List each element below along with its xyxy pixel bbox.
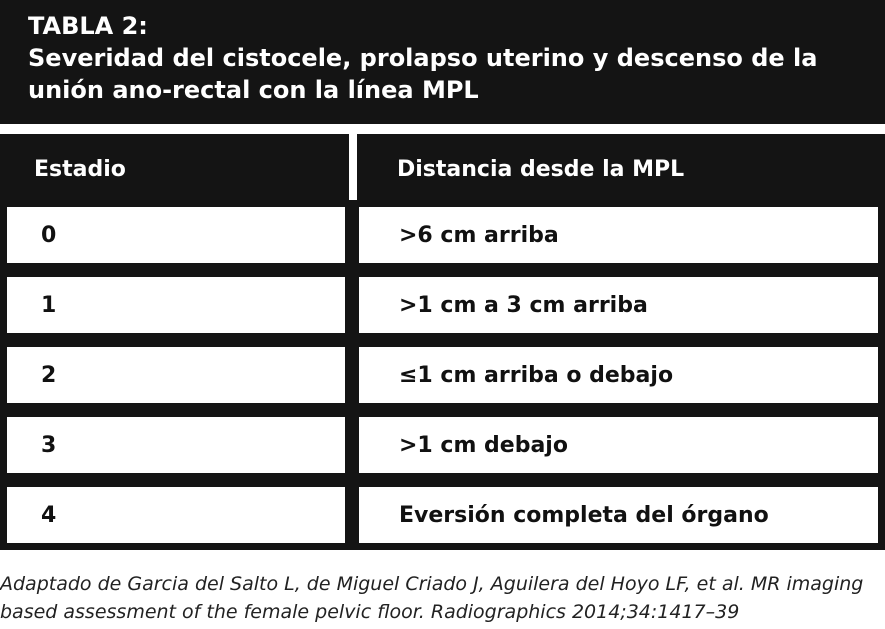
column-header-distancia: Distancia desde la MPL [357,134,885,204]
stage-cell: 3 [0,410,352,480]
table-row [0,200,885,270]
column-header-estadio: Estadio [0,134,349,204]
distance-cell: >6 cm arriba [352,200,885,270]
distance-cell: >1 cm a 3 cm arriba [352,270,885,340]
stage-cell: 2 [0,340,352,410]
distance-cell: Eversión completa del órgano [352,480,885,550]
table-row [0,410,885,480]
table-title-block [0,0,885,124]
table-row [0,270,885,340]
source-caption: Adaptado de Garcia del Salto L, de Miguel Criado J, Aguilera del Hoyo LF, et al. MR imaging based assessment of the female pelvic floor. Radiographics 2014;34:1417–39 [0,573,864,623]
stage-cell: 4 [0,480,352,550]
distance-cell: ≤1 cm arriba o debajo [352,340,885,410]
table-number: TABLA 2: [28,12,148,40]
table-header-row [0,134,885,204]
table-row [0,340,885,410]
stage-cell: 0 [0,200,352,270]
stage-cell: 1 [0,270,352,340]
table-row [0,480,885,550]
table-title: Severidad del cistocele, prolapso uterino y descenso de la unión ano-rectal con la línea MPL [28,44,818,104]
distance-cell: >1 cm debajo [352,410,885,480]
